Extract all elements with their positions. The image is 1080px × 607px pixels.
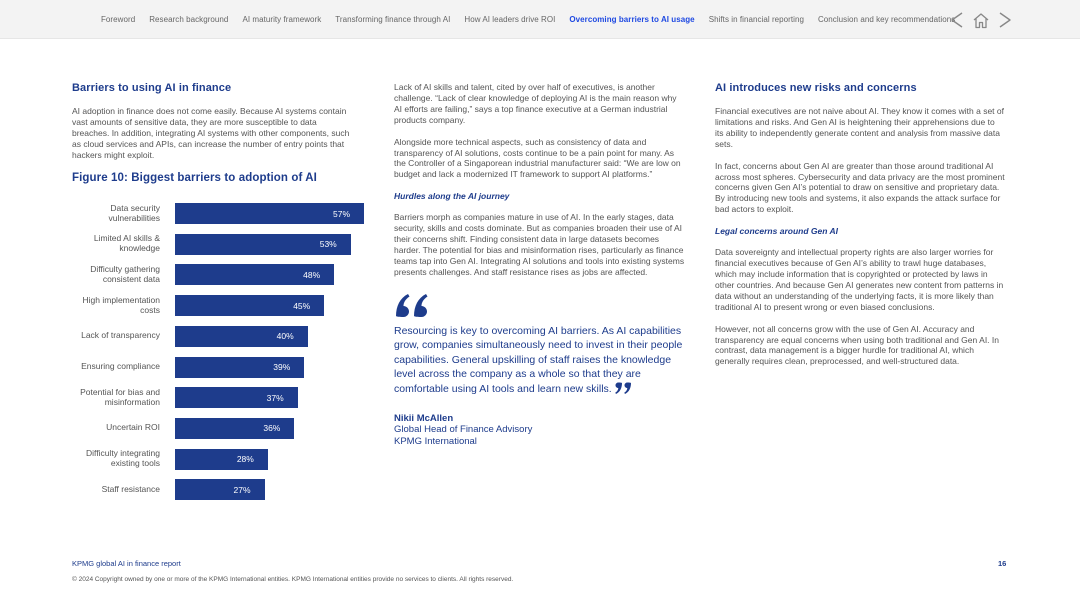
chart-value-label: 40%: [276, 331, 294, 342]
chart-row: [72, 476, 372, 507]
nav-item-shifts-financial-reporting[interactable]: Shifts in financial reporting: [708, 15, 804, 24]
column-middle: [394, 82, 686, 447]
chart-row: [72, 231, 372, 262]
chart-bar: [175, 295, 324, 316]
chart-bar: [175, 418, 294, 439]
nav-item-foreword[interactable]: Foreword: [101, 15, 136, 24]
chart-bar: [175, 326, 308, 347]
chart-category-label: Limited AI skills & knowledge: [93, 233, 160, 254]
chart-category-label: Data security vulnerabilities: [108, 202, 160, 223]
nav-item-transforming-finance[interactable]: Transforming finance through AI: [335, 15, 451, 24]
chart-value-label: 28%: [236, 454, 254, 465]
risks-paragraph-1: Financial executives are not naive about AI. They know it comes with a set of limitations and risks. And Gen AI is heightening their apprehensions due to its ability to independently generate content and analysis from massive data sets.: [715, 106, 1004, 149]
chart-bar: [175, 234, 351, 255]
attribution-name: Nikii McAllen: [394, 412, 454, 424]
figure-title: Figure 10: Biggest barriers to adoption of AI: [72, 171, 317, 184]
attribution-org: KPMG International: [394, 435, 477, 447]
chart-bar: [175, 387, 298, 408]
chart-bar: [175, 203, 364, 224]
column-right: [715, 82, 1005, 378]
chart-category-label: Uncertain ROI: [106, 422, 160, 433]
nav-item-ai-maturity-framework[interactable]: AI maturity framework: [242, 15, 322, 24]
risks-heading: AI introduces new risks and concerns: [715, 82, 917, 94]
quote-attribution: [394, 413, 686, 448]
page-number: 16: [998, 559, 1007, 568]
chart-value-label: 48%: [303, 269, 321, 280]
pull-quote-text: Resourcing is key to overcoming AI barriers. As AI capabilities grow, companies simultaneously need to invest in their people capabilities. General upskilling of staff raises the knowledge level across the company as a whole so that they are comfortable using AI tools and learn new skills.: [394, 324, 683, 396]
chart-category-label: Lack of transparency: [81, 330, 160, 341]
chart-category-label: High implementation costs: [82, 294, 160, 315]
barriers-paragraph: AI adoption in finance does not come easily. Because AI systems contain vast amounts of sensitive data, they are more susceptible to data breaches. In addition, integrating AI systems with other components, such as cloud services and APIs, can increase the number of entry points that hackers might exploit.: [72, 106, 350, 160]
chart-value-label: 39%: [273, 362, 291, 372]
chart-row: [72, 446, 372, 477]
barriers-heading: Barriers to using AI in finance: [72, 82, 232, 94]
column-left: [72, 82, 356, 184]
chart-value-label: 57%: [332, 208, 350, 219]
chart-row: [72, 292, 372, 323]
chart-value-label: 36%: [263, 423, 281, 434]
open-quote-icon: [394, 292, 686, 320]
copyright-notice: © 2024 Copyright owned by one or more of the KPMG International entities. KPMG International entities provide no services to clients. All rights reserved.: [72, 576, 514, 583]
nav-item-ai-leaders-roi[interactable]: How AI leaders drive ROI: [464, 15, 556, 24]
chart-bar: [175, 449, 268, 470]
chart-value-label: 37%: [266, 392, 284, 403]
chart-value-label: 53%: [319, 239, 337, 250]
hurdles-subheading: Hurdles along the AI journey: [394, 191, 510, 202]
nav-item-research-background[interactable]: Research background: [149, 15, 229, 24]
pull-quote: [394, 324, 686, 400]
nav-item-conclusion[interactable]: Conclusion and key recommendations: [817, 15, 956, 24]
chart-row: [72, 323, 372, 354]
legal-paragraph-1: Data sovereignty and intellectual property rights are also larger worries for financial executives because of Gen AI’s ability to trawl huge databases, which may include information that is copyrighted or protected by laws in other countries. And because Gen AI generates new content from patterns in data without an understanding of the underlying facts, it is more likely than traditional AI to present wrong or even biased conclusions.: [715, 247, 1004, 312]
legal-subheading: Legal concerns around Gen AI: [715, 226, 838, 237]
chart-value-label: 27%: [233, 484, 251, 495]
previous-arrow-icon[interactable]: [946, 9, 968, 31]
hurdles-paragraph: Barriers morph as companies mature in use of AI. In the early stages, data security, skills and costs dominate. But as companies broaden their use of AI their concerns shift. Finding consistent data in large datasets becomes harder. The potential for bias and misinformation rises, particularly as finance teams tap into Gen AI. Integrating AI solutions and tools into existing systems presents challenges. And staff resistance rises as jobs are affected.: [394, 212, 685, 277]
next-arrow-icon[interactable]: [994, 9, 1016, 31]
chart-row: [72, 354, 372, 385]
chart-bar: [175, 479, 265, 500]
footer-report-title: KPMG global AI in finance report: [72, 559, 181, 568]
top-navigation: [0, 0, 1080, 39]
chart-category-label: Difficulty gathering consistent data: [90, 263, 160, 284]
attribution-role: Global Head of Finance Advisory: [394, 424, 533, 436]
risks-paragraph-2: In fact, concerns about Gen AI are greater than those around traditional AI across most spheres. Cybersecurity and data privacy are the most prominent concerns given Gen AI’s potential to draw on sensitive and proprietary data. By introducing new tools and systems, it also expands the attack surface for bad actors to exploit.: [715, 160, 1005, 215]
chart-row: [72, 415, 372, 446]
chart-row: [72, 384, 372, 415]
nav-item-overcoming-barriers[interactable]: Overcoming barriers to AI usage: [569, 15, 695, 24]
chart-category-label: Ensuring compliance: [81, 361, 160, 371]
home-icon[interactable]: [970, 9, 992, 31]
nav-items: [101, 0, 969, 39]
legal-paragraph-2: However, not all concerns grow with the use of Gen AI. Accuracy and transparency are equal concerns when using both traditional and Gen AI. In contrast, data management is a bigger hurdle for traditional AI, which generally requires clean, preprocessed, and well-structured data.: [715, 323, 999, 367]
chart-bar: [175, 264, 334, 285]
page-nav-controls: [946, 8, 1018, 32]
skills-paragraph: Lack of AI skills and talent, cited by over half of executives, is another challenge. “Lack of clear knowledge of deploying AI is the main reason why AI efforts are failing,” says a top finance executive at a German industrial products company.: [394, 82, 677, 125]
chart-bar: [175, 357, 304, 378]
chart-value-label: 45%: [293, 300, 311, 311]
chart-category-label: Staff resistance: [101, 483, 160, 494]
chart-row: [72, 200, 372, 231]
chart-category-label: Difficulty integrating existing tools: [85, 448, 160, 469]
chart-category-label: Potential for bias and misinformation: [80, 386, 160, 407]
barriers-bar-chart: [72, 200, 372, 512]
chart-row: [72, 261, 372, 292]
costs-paragraph: Alongside more technical aspects, such as consistency of data and transparency of AI solutions, costs continue to be a pain point for many. As the Controller of a Singaporean industrial manufacturer said: “We are low on budget and lack a modernized IT framework to support AI platforms.”: [394, 136, 681, 180]
close-quote-icon: [614, 382, 632, 400]
